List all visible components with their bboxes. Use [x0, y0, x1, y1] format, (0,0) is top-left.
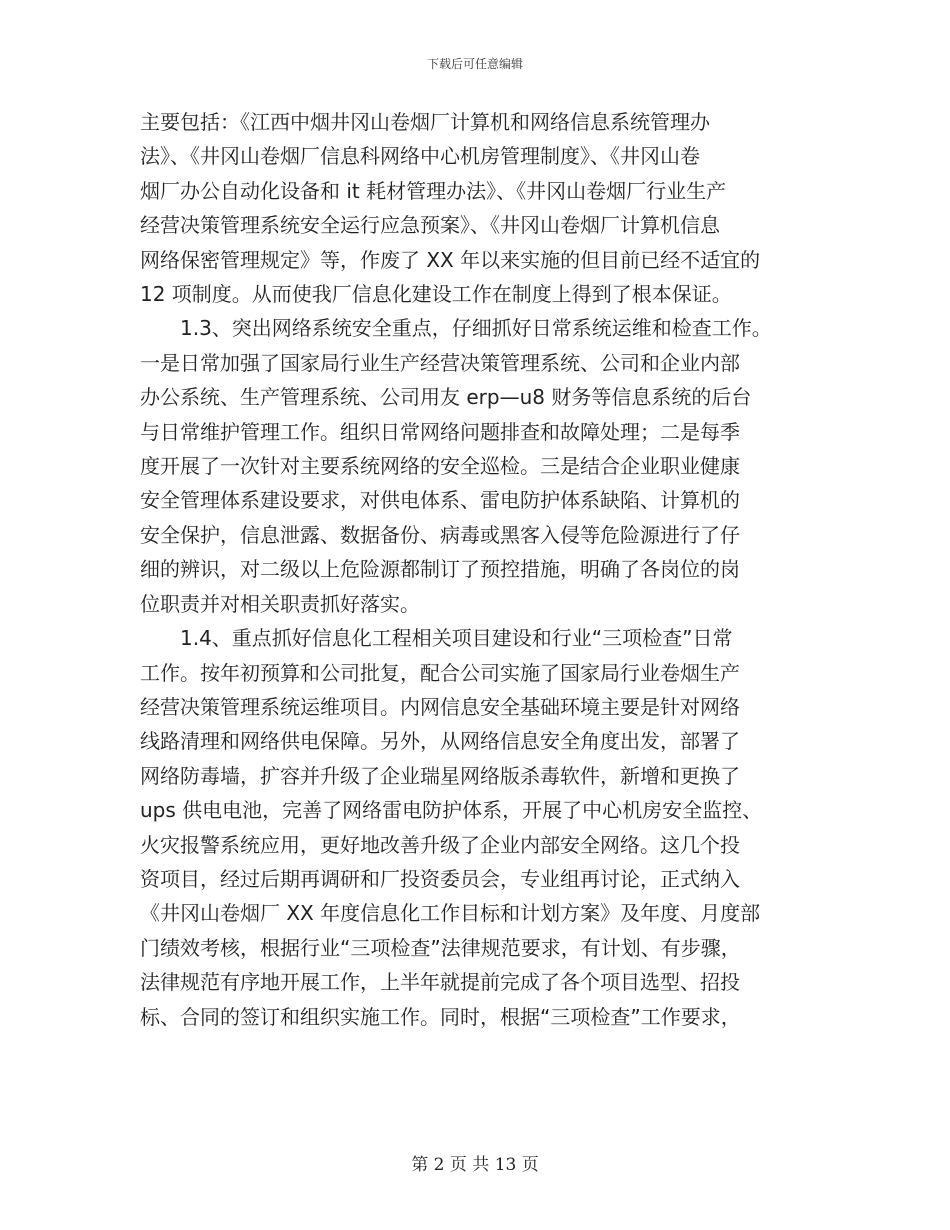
text-line: 网络防毒墙，扩容并升级了企业瑞星网络版杀毒软件，新增和更换了	[140, 763, 740, 788]
page-header: 下载后可任意编辑	[426, 57, 523, 71]
document-body	[140, 105, 830, 1034]
text-line: 线路清理和网络供电保障。另外，从网络信息安全角度出发，部署了	[140, 729, 740, 754]
text-line: 位职责并对相关职责抓好落实。	[140, 591, 420, 616]
text-line: 主要包括：《江西中烟井冈山卷烟厂计算机和网络信息系统管理办	[140, 110, 710, 134]
text-line: 与日常维护管理工作。组织日常网络问题排查和故障处理；二是每季	[140, 419, 740, 444]
text-line: 12 项制度。从而使我厂信息化建设工作在制度上得到了根本保证。	[140, 282, 732, 307]
text-line: 一是日常加强了国家局行业生产经营决策管理系统、公司和企业内部	[140, 350, 740, 375]
text-line: 火灾报警系统应用，更好地改善升级了企业内部安全网络。这几个投	[140, 832, 740, 857]
paragraph-section-1-3	[140, 311, 830, 621]
text-line: 细的辨识，对二级以上危险源都制订了预控措施，明确了各岗位的岗	[140, 557, 740, 582]
text-line: 烟厂办公自动化设备和 it 耗材管理办法》、《井冈山卷烟厂行业生产	[140, 178, 727, 203]
text-line: 办公系统、生产管理系统、公司用友 erp—u8 财务等信息系统的后台	[140, 385, 752, 410]
text-line: 安全保护，信息泄露、数据备份、病毒或黑客入侵等危险源进行了仔	[140, 522, 740, 547]
text-line: 经营决策管理系统运维项目。内网信息安全基础环境主要是针对网络	[140, 694, 740, 719]
paragraph-regulations	[140, 105, 830, 311]
text-line: 法》、《井冈山卷烟厂信息科网络中心机房管理制度》、《井冈山卷	[140, 144, 700, 169]
text-line: 工作。按年初预算和公司批复，配合公司实施了国家局行业卷烟生产	[140, 660, 740, 685]
text-line: 资项目，经过后期再调研和厂投资委员会，专业组再讨论，正式纳入	[140, 866, 740, 891]
text-line: 度开展了一次针对主要系统网络的安全巡检。三是结合企业职业健康	[140, 454, 740, 479]
text-line: 安全管理体系建设要求，对供电体系、雷电防护体系缺陷、计算机的	[140, 488, 740, 513]
text-line: 标、合同的签订和组织实施工作。同时，根据“三项检查”工作要求，	[140, 1004, 741, 1029]
text-line: 门绩效考核，根据行业“三项检查”法律规范要求，有计划、有步骤，	[140, 935, 741, 960]
text-line: 法律规范有序地开展工作，上半年就提前完成了各个项目选型、招投	[140, 970, 740, 995]
page-number: 第 2 页 共 13 页	[411, 1155, 539, 1175]
paragraph-section-1-4	[140, 621, 830, 1034]
text-line: 1.3、突出网络系统安全重点，仔细抓好日常系统运维和检查工作。	[180, 316, 772, 341]
text-line: 经营决策管理系统安全运行应急预案》、《井冈山卷烟厂计算机信息	[140, 213, 720, 238]
text-line: 《井冈山卷烟厂 XX 年度信息化工作目标和计划方案》及年度、月度部	[140, 901, 761, 926]
text-line: 1.4、重点抓好信息化工程相关项目建设和行业“三项检查”日常	[180, 626, 733, 651]
text-line: 网络保密管理规定》等，作废了 XX 年以来实施的但目前已经不适宜的	[140, 247, 761, 272]
text-line: ups 供电电池，完善了网络雷电防护体系，开展了中心机房安全监控、	[140, 798, 763, 823]
